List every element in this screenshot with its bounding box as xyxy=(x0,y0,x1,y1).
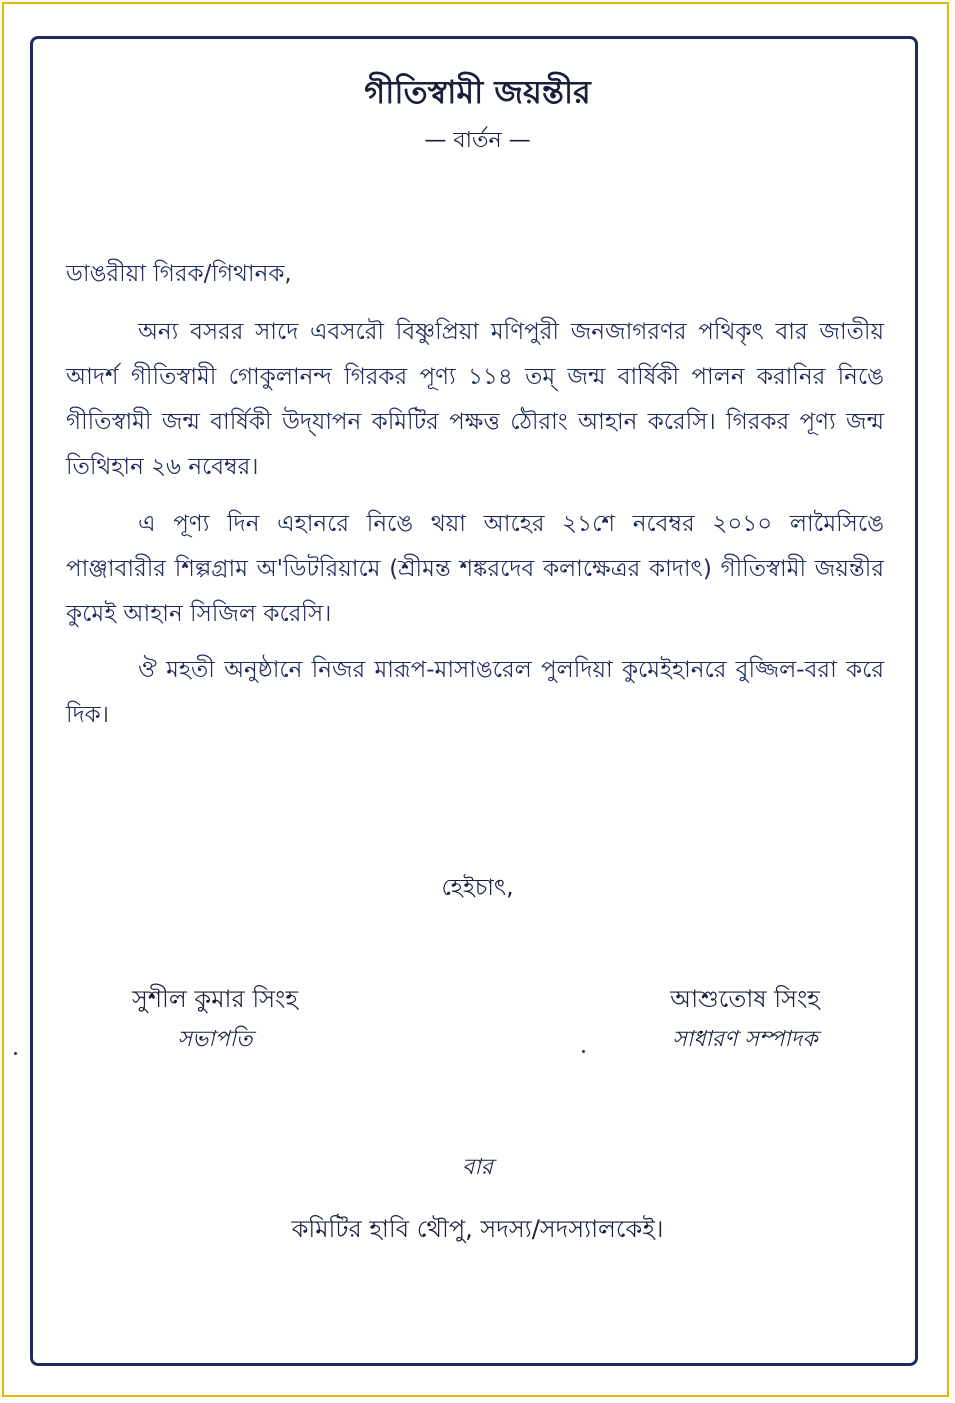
paragraph-2: এ পূণ্য দিন এহানরে নিঙে থয়া আহের ২১শে নবেম্বর ২০১০ লামৈসিঙে পাঞ্জাবারীর শিল্পগ্রাম অ'ডিটরিয়ামে (শ্রীমন্ত শঙ্করদেব কলাক্ষেত্রর কাদাৎ) গীতিস্বামী জয়ন্তীর কুমেই আহান সিজিল করেসি। xyxy=(66,511,884,627)
signatory-secretary xyxy=(630,980,860,1058)
signatory-role: সাধারণ সম্পাদক xyxy=(672,1027,818,1052)
paragraph-1: অন্য বসরর সাদে এবসরৌ বিষ্ণুপ্রিয়া মণিপুরী জনজাগরণর পথিকৃৎ বার জাতীয় আদর্শ গীতিস্বামী গোকুলানন্দ গিরকর পূণ্য ১১৪ তম্ জন্ম বার্ষিকী পালন করানির নিঙে গীতিস্বামী জন্ম বার্ষিকী উদ্‌যাপন কমিটির পক্ষত্ত ঠৌরাং আহান করেসি। গিরকর পূণ্য জন্ম তিথিহান ২৬ নবেম্বর। xyxy=(66,319,884,480)
footer-via: বার xyxy=(462,1155,493,1180)
speck-mark xyxy=(582,1050,585,1053)
paragraph-3: ঔ মহতী অনুষ্ঠানে নিজর মারূপ-মাসাঙরেল পুলদিয়া কুমেইহানরে বুজ্জিল-বরা করে দিক। xyxy=(66,657,884,728)
signatory-president xyxy=(100,980,330,1058)
signatory-role: সভাপতি xyxy=(177,1027,253,1052)
signatory-name: সুশীল কুমার সিংহ xyxy=(132,985,298,1013)
signatory-name: আশুতোষ সিংহ xyxy=(670,985,820,1013)
speck-mark xyxy=(14,1052,17,1055)
closing: হেইচাৎ, xyxy=(441,875,514,901)
invitation-title: গীতিস্বামী জয়ন্তীর xyxy=(364,73,591,111)
salutation: ডাঙরীয়া গিরক/গিথানক, xyxy=(66,261,292,287)
footer-addressees: কমিটির হাবি থৌপু, সদস্য/সদস্যালকেই। xyxy=(291,1215,664,1243)
invitation-subtitle: — বার্তন — xyxy=(424,128,531,153)
